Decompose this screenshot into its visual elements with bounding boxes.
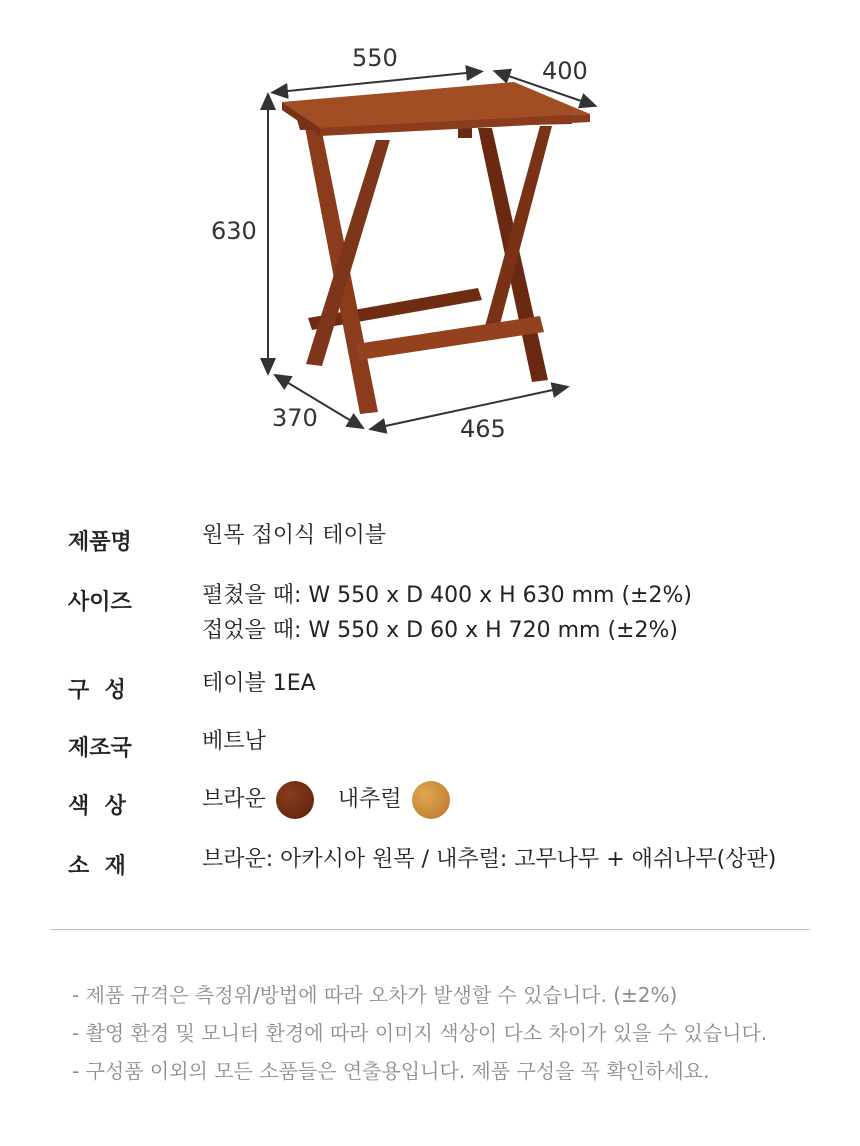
spec-label: 구 성 xyxy=(68,678,126,703)
table-drawing xyxy=(282,82,590,414)
spec-value: 원목 접이식 테이블 xyxy=(202,523,387,548)
spec-value-folded: 접었을 때: W 550 x D 60 x H 720 mm (±2%) xyxy=(202,618,678,643)
spec-value: 브라운: 아카시아 원목 / 내추럴: 고무나무 + 애쉬나무(상판) xyxy=(202,847,777,872)
base-depth-label: 370 xyxy=(272,404,318,432)
width-label: 550 xyxy=(352,44,398,72)
spec-label: 사이즈 xyxy=(68,590,132,615)
color-option-label: 브라운 xyxy=(202,787,266,812)
spec-value: 베트남 xyxy=(202,729,266,754)
spec-label: 제품명 xyxy=(68,530,132,555)
spec-label: 소 재 xyxy=(68,854,126,879)
spec-label: 색 상 xyxy=(68,794,126,819)
notice-item: - 촬영 환경 및 모니터 환경에 따라 이미지 색상이 다소 차이가 있을 수 있습니다. xyxy=(72,1021,768,1045)
spec-value: 테이블 1EA xyxy=(202,671,316,696)
brown-swatch xyxy=(276,781,314,819)
color-options xyxy=(202,781,474,819)
base-width-label: 465 xyxy=(460,415,506,443)
notice-item: - 제품 규격은 측정위/방법에 따라 오차가 발생할 수 있습니다. (±2%) xyxy=(72,983,678,1007)
notice-list xyxy=(72,980,812,1094)
table-illustration xyxy=(0,0,860,470)
divider xyxy=(50,929,810,930)
depth-label: 400 xyxy=(542,57,588,85)
spec-value-unfolded: 펼쳤을 때: W 550 x D 400 x H 630 mm (±2%) xyxy=(202,583,692,608)
product-figure xyxy=(0,0,860,470)
spec-label: 제조국 xyxy=(68,736,132,761)
color-option-label: 내추럴 xyxy=(337,787,402,812)
natural-swatch xyxy=(412,781,450,819)
height-label: 630 xyxy=(211,217,257,245)
notice-item: - 구성품 이외의 모든 소품들은 연출용입니다. 제품 구성을 꼭 확인하세요. xyxy=(72,1059,710,1083)
